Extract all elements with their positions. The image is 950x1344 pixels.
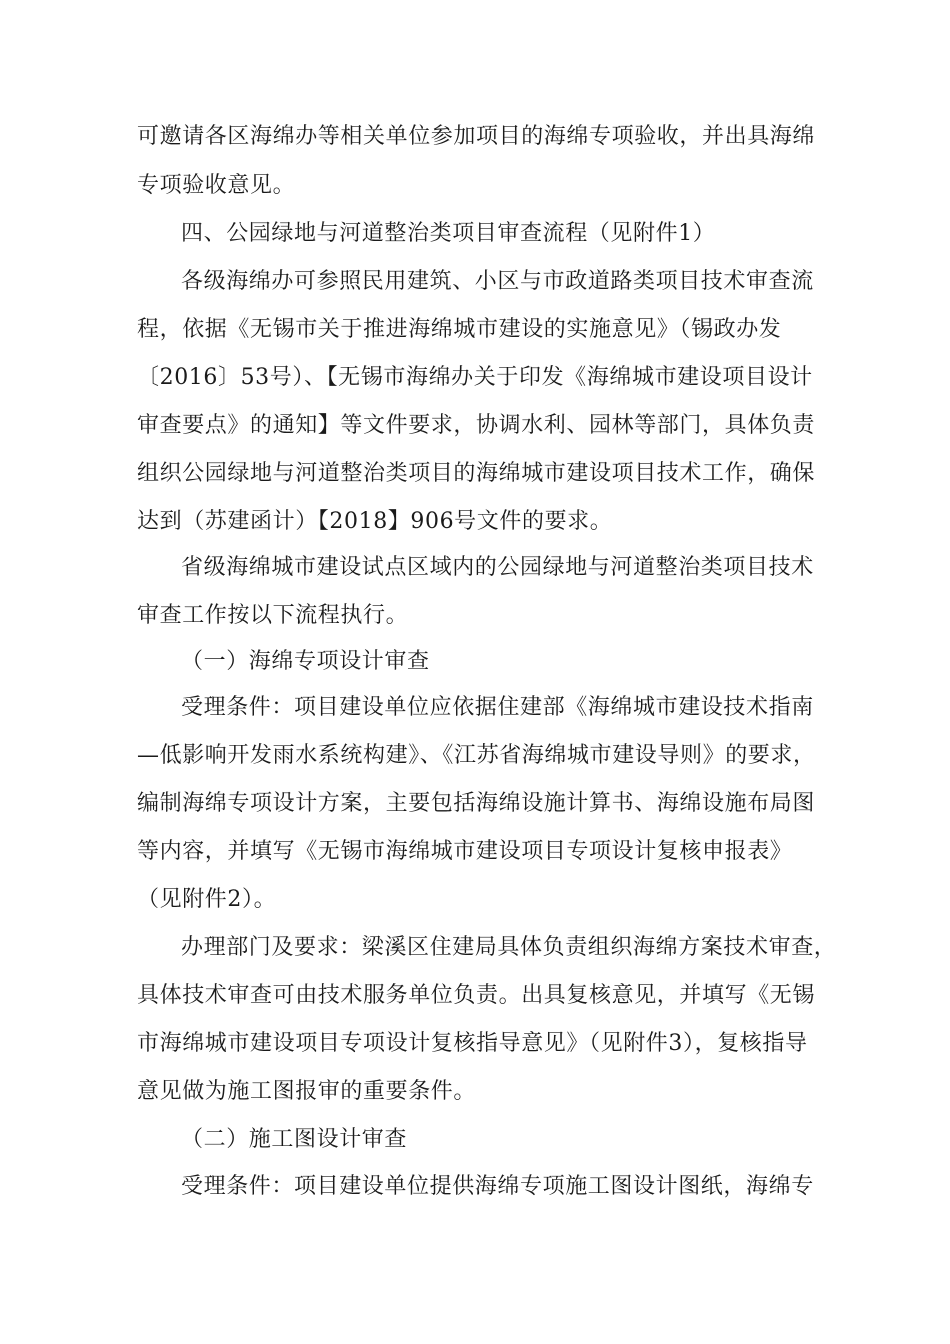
text-line: 审查工作按以下流程执行。 bbox=[137, 603, 409, 628]
subsection-heading: （二）施工图设计审查 bbox=[181, 1127, 408, 1152]
text-line: 〔2016〕53号）、【无锡市海绵办关于印发《海绵城市建设项目设计 bbox=[137, 365, 813, 390]
subsection-heading: （一）海绵专项设计审查 bbox=[181, 649, 430, 674]
text-line: 办理部门及要求：梁溪区住建局具体负责组织海绵方案技术审查， bbox=[181, 935, 837, 960]
text-line: 程，依据《无锡市关于推进海绵城市建设的实施意见》（锡政办发 bbox=[137, 317, 782, 342]
text-line: 编制海绵专项设计方案，主要包括海绵设施计算书、海绵设施布局图 bbox=[137, 791, 816, 816]
text-line: 等内容，并填写《无锡市海绵城市建设项目专项设计复核申报表》 bbox=[137, 839, 793, 864]
text-line: 具体技术审查可由技术服务单位负责。出具复核意见，并填写《无锡 bbox=[137, 983, 816, 1008]
text-line: 意见做为施工图报审的重要条件。 bbox=[137, 1079, 477, 1104]
text-line: 审查要点》的通知】等文件要求，协调水利、园林等部门，具体负责 bbox=[137, 413, 816, 438]
text-line: 受理条件：项目建设单位应依据住建部《海绵城市建设技术指南 bbox=[181, 695, 814, 720]
text-line: 达到（苏建函计）【2018】906号文件的要求。 bbox=[137, 509, 613, 534]
text-line: （见附件2）。 bbox=[137, 887, 277, 912]
text-line: 可邀请各区海绵办等相关单位参加项目的海绵专项验收，并出具海绵 bbox=[137, 124, 816, 149]
text-line: 受理条件：项目建设单位提供海绵专项施工图设计图纸，海绵专 bbox=[181, 1174, 814, 1199]
section-heading: 四、公园绿地与河道整治类项目审查流程（见附件1） bbox=[181, 221, 716, 246]
text-line: 组织公园绿地与河道整治类项目的海绵城市建设项目技术工作，确保 bbox=[137, 461, 816, 486]
text-line: —低影响开发雨水系统构建》、《江苏省海绵城市建设导则》的要求， bbox=[137, 743, 816, 768]
text-line: 省级海绵城市建设试点区域内的公园绿地与河道整治类项目技术 bbox=[181, 555, 814, 580]
text-line: 各级海绵办可参照民用建筑、小区与市政道路类项目技术审查流 bbox=[181, 269, 814, 294]
text-line: 市海绵城市建设项目专项设计复核指导意见》（见附件3），复核指导 bbox=[137, 1031, 808, 1056]
text-line: 专项验收意见。 bbox=[137, 173, 296, 198]
